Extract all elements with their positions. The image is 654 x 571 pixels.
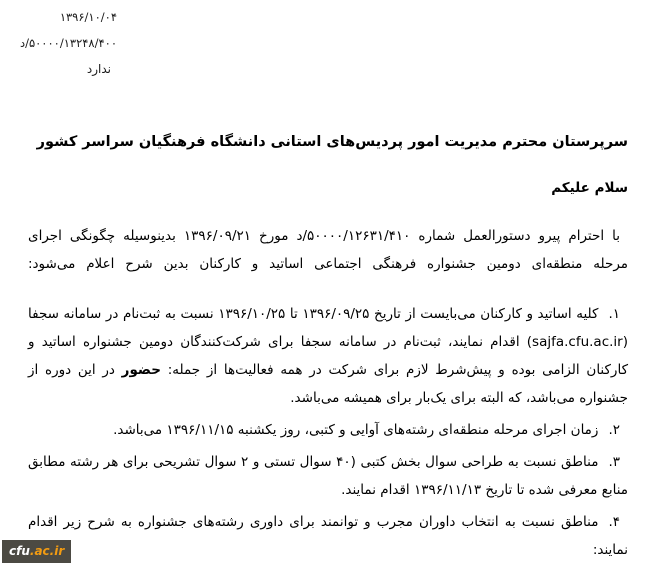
list-item (28, 448, 628, 504)
list-item (28, 508, 628, 564)
letterhead-date-value: ۱۳۹۶/۱۰/۰۴ (59, 10, 117, 24)
list-item (28, 300, 628, 412)
salutation: سلام علیکم (551, 180, 628, 196)
cfu-watermark (2, 540, 71, 563)
item-text-run: مناطق نسبت به انتخاب داوران مجرب و توانمند برای داوری رشته‌های جشنواره به شرح زیر اقدام نمایند: (28, 514, 628, 558)
letterhead-number-value: ۵۰۰۰۰/۱۳۲۴۸/۴۰۰/د (19, 36, 117, 50)
item-text-run: کلیه اساتید و کارکنان می‌بایست از تاریخ ۱۳۹۶/۰۹/۲۵ تا ۱۳۹۶/۱۰/۲۵ نسبت به ثبت‌نام در سامانه سجفا (sajfa.cfu.ac.ir) اقدام نمایند، ثبت‌نام در سامانه سجفا برای شرکت‌کنندگان دومین جشنواره اساتید و کارکنان الزامی بوده و پیش‌شرط لازم برای شرکت در همه فعالیت‌ها از جمله: (28, 306, 628, 378)
item-text-run: مناطق نسبت به طراحی سوال بخش کتبی (۴۰ سوال تستی و ۲ سوال تشریحی برای هر رشته مطابق منابع معرفی شده تا تاریخ ۱۳۹۶/۱۱/۱۳ اقدام نمایند. (28, 454, 628, 498)
item-number: ۴. (608, 514, 620, 530)
list-item (28, 416, 628, 444)
watermark-domain-prefix: cfu (9, 544, 30, 558)
item-number: ۲. (608, 422, 620, 438)
intro-paragraph: با احترام پیرو دستورالعمل شماره ۵۰۰۰۰/۱۲۶۳۱/۴۱۰/د مورخ ۱۳۹۶/۰۹/۲۱ بدینوسیله چگونگی اجرای مرحله منطقه‌ای دومین جشنواره فرهنگی اجتماعی اساتید و کارکنان بدین شرح اعلام می‌شود: (28, 228, 628, 272)
item-number: ۳. (608, 454, 621, 470)
item-text-run: زمان اجرای مرحله منطقه‌ای رشته‌های آوایی و کتبی، روز یکشنبه ۱۳۹۶/۱۱/۱۵ می‌باشد. (113, 422, 599, 438)
item-text-run: در این دوره از جشنواره می‌باشد، که البته برای یک‌بار برای همیشه می‌باشد. (28, 362, 628, 406)
watermark-domain-suffix: .ac.ir (29, 544, 65, 558)
recipient-title: سرپرستان محترم مدیریت امور پردیس‌های استانی دانشگاه فرهنگیان سراسر کشور (36, 134, 628, 150)
letterhead-attachment-value: ندارد (86, 62, 111, 76)
item-text-run: حضور (121, 362, 161, 378)
item-number: ۱. (608, 306, 621, 322)
letter-body (28, 134, 628, 564)
items-list (28, 300, 628, 564)
letterhead (0, 4, 117, 82)
